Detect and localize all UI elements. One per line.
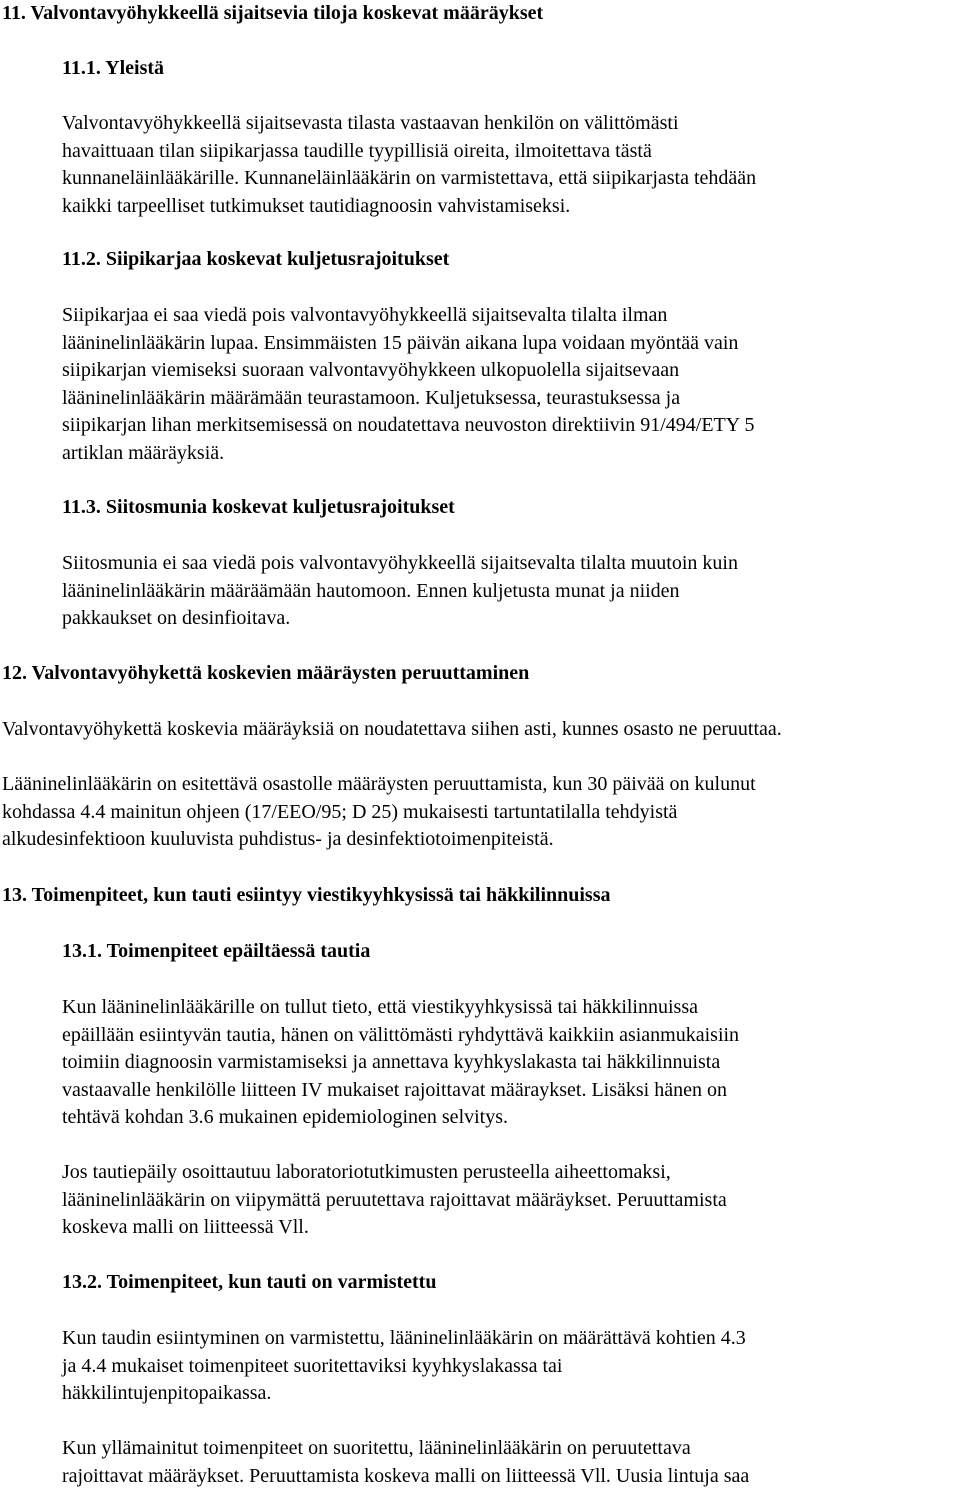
section-13-1-paragraph-1: Kun lääninelinlääkärille on tullut tieto, että viestikyyhkysissä tai häkkilinnuissa epäillään esiintyvän tautia, hänen on välittömästi ryhdyttävä kaikkiin asianmukaisiin toimiin diagnoosin varmistamiseksi ja annettava kyyhkyslakasta tai häkkilinnuista vastaavalle henkilölle liitteen IV mukaiset rajoittavat määraykset. Lisäksi hänen on tehtävä kohdan 3.6 mukainen epidemiologinen selvitys.	[62, 996, 740, 1128]
section-11-2-paragraph: Siipikarjaa ei saa viedä pois valvontavyöhykkeellä sijaitsevalta tilalta ilman lääninelinlääkärin lupaa. Ensimmäisten 15 päivän aikana lupa voidaan myöntää vain siipikarjan viemiseksi suoraan valvontavyöhykkeen ulkopuolella sijaitsevaan lääninelinlääkärin määrämään teurastamoon. Kuljetuksessa, teurastuksessa ja siipikarjan lihan merkitsemisessä on noudatettava neuvoston direktiivin 91/494/ETY 5 artiklan määräyksiä.	[62, 304, 755, 464]
section-12-heading: 12. Valvontavyöhykettä koskevien määräysten peruuttaminen	[2, 662, 530, 684]
section-13-1-paragraph-2: Jos tautiepäily osoittautuu laboratoriotutkimusten perusteella aiheettomaksi, lääninelinlääkärin on viipymättä peruutettava rajoittavat määräykset. Peruuttamista koskeva malli on liitteessä Vll.	[62, 1161, 727, 1238]
section-12-paragraph-1: Valvontavyöhykettä koskevia määräyksiä on noudatettava siihen asti, kunnes osasto ne peruuttaa.	[2, 718, 782, 740]
section-13-heading: 13. Toimenpiteet, kun tauti esiintyy viestikyyhkysissä tai häkkilinnuissa	[2, 884, 611, 906]
section-13-1-heading: 13.1. Toimenpiteet epäiltäessä tautia	[62, 940, 371, 962]
section-11-2-heading: 11.2. Siipikarjaa koskevat kuljetusrajoitukset	[62, 248, 450, 270]
section-12-paragraph-2: Lääninelinlääkärin on esitettävä osastolle määräysten peruuttamista, kun 30 päivää on kulunut kohdassa 4.4 mainitun ohjeen (17/EEO/95; D 25) mukaisesti tartuntatilalla tehdyistä alkudesinfektioon kuuluvista puhdistus- ja desinfektiotoimenpiteistä.	[2, 773, 756, 850]
section-11-3-paragraph: Siitosmunia ei saa viedä pois valvontavyöhykkeellä sijaitsevalta tilalta muutoin kuin lääninelinlääkärin määräämään hautomoon. Ennen kuljetusta munat ja niiden pakkaukset on desinfioitava.	[62, 552, 738, 629]
section-13-2-heading: 13.2. Toimenpiteet, kun tauti on varmistettu	[62, 1271, 437, 1293]
section-11-1-heading: 11.1. Yleistä	[62, 57, 165, 79]
section-11-heading: 11. Valvontavyöhykkeellä sijaitsevia tiloja koskevat määräykset	[2, 2, 544, 24]
section-11-3-heading: 11.3. Siitosmunia koskevat kuljetusrajoitukset	[62, 496, 455, 518]
section-13-2-paragraph-1: Kun taudin esiintyminen on varmistettu, lääninelinlääkärin on määrättävä kohtien 4.3 ja 4.4 mukaiset toimenpiteet suoritettaviksi kyyhkyslakassa tai häkkilintujenpitopaikassa.	[62, 1327, 746, 1404]
section-13-2-paragraph-2: Kun yllämainitut toimenpiteet on suoritettu, lääninelinlääkärin on peruutettava rajoittavat määräykset. Peruuttamista koskeva malli on liitteessä Vll. Uusia lintuja saa	[62, 1437, 750, 1487]
section-11-1-paragraph: Valvontavyöhykkeellä sijaitsevasta tilasta vastaavan henkilön on välittömästi havaittuaan tilan siipikarjassa taudille tyypillisiä oireita, ilmoitettava tästä kunnaneläinlääkärille. Kunnaneläinlääkärin on varmistettava, että siipikarjasta tehdään kaikki tarpeelliset tutkimukset tautidiagnoosin vahvistamiseksi.	[62, 112, 757, 217]
